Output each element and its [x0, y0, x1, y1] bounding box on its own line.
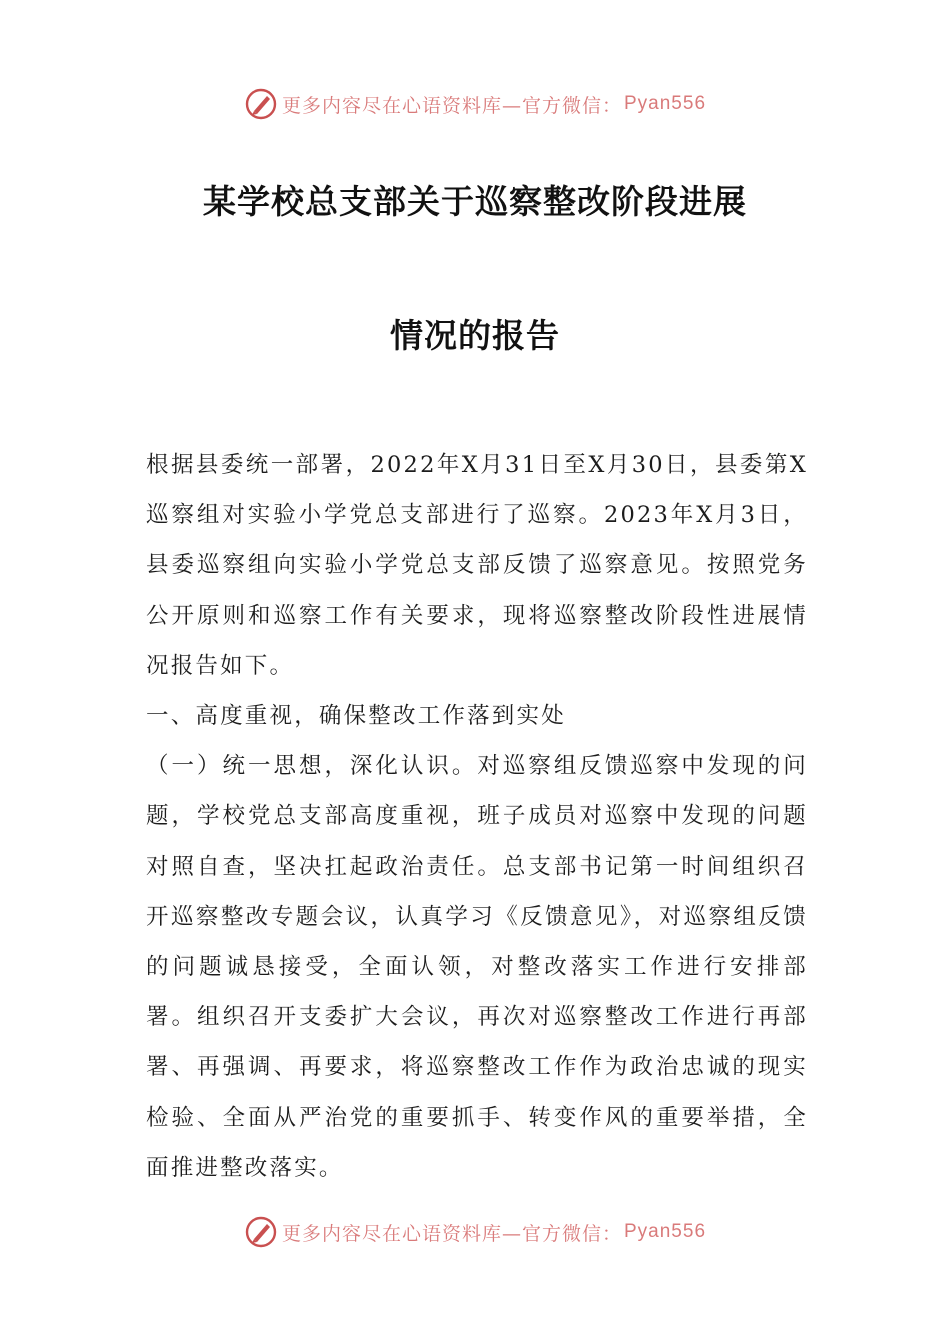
document-title-line2: 情况的报告: [390, 316, 560, 355]
watermark-text: 更多内容尽在心语资料库—官方微信：: [281, 1222, 622, 1245]
document-title-line1: 某学校总支部关于巡察整改阶段进展: [203, 182, 747, 221]
watermark-wechat-id: Pyan556: [624, 1221, 707, 1242]
pen-logo-icon: [244, 1215, 278, 1249]
paragraph-subsection-1: （一）统一思想，深化认识。对巡察组反馈巡察中发现的问题，学校党总支部高度重视，班子成员对巡察中发现的问题对照自查，坚决扛起政治责任。总支部书记第一时间组织召开巡察整改专题会议，认真学习《反馈意见》，对巡察组反馈的问题诚恳接受，全面认领，对整改落实工作进行安排部署。组织召开支委扩大会议，再次对巡察整改工作进行再部署、再强调、再要求，将巡察整改工作作为政治忠诚的现实检验、全面从严治党的重要抓手、转变作风的重要举措，全面推进整改落实。: [146, 753, 808, 1181]
watermark-text: 更多内容尽在心语资料库—官方微信：: [281, 94, 622, 117]
paragraph-intro: 根据县委统一部署，2022年X月31日至X月30日，县委第X巡察组对实验小学党总支部进行了巡察。2023年X月3日，县委巡察组向实验小学党总支部反馈了巡察意见。按照党务公开原则和巡察工作有关要求，现将巡察整改阶段性进展情况报告如下。: [146, 452, 808, 679]
document-body: [146, 440, 808, 1193]
header-watermark: [0, 84, 950, 124]
footer-watermark: [0, 1212, 950, 1252]
section-heading-1: 一、高度重视，确保整改工作落到实处: [146, 703, 566, 730]
watermark-wechat-id: Pyan556: [624, 93, 707, 114]
pen-logo-icon: [244, 87, 278, 121]
